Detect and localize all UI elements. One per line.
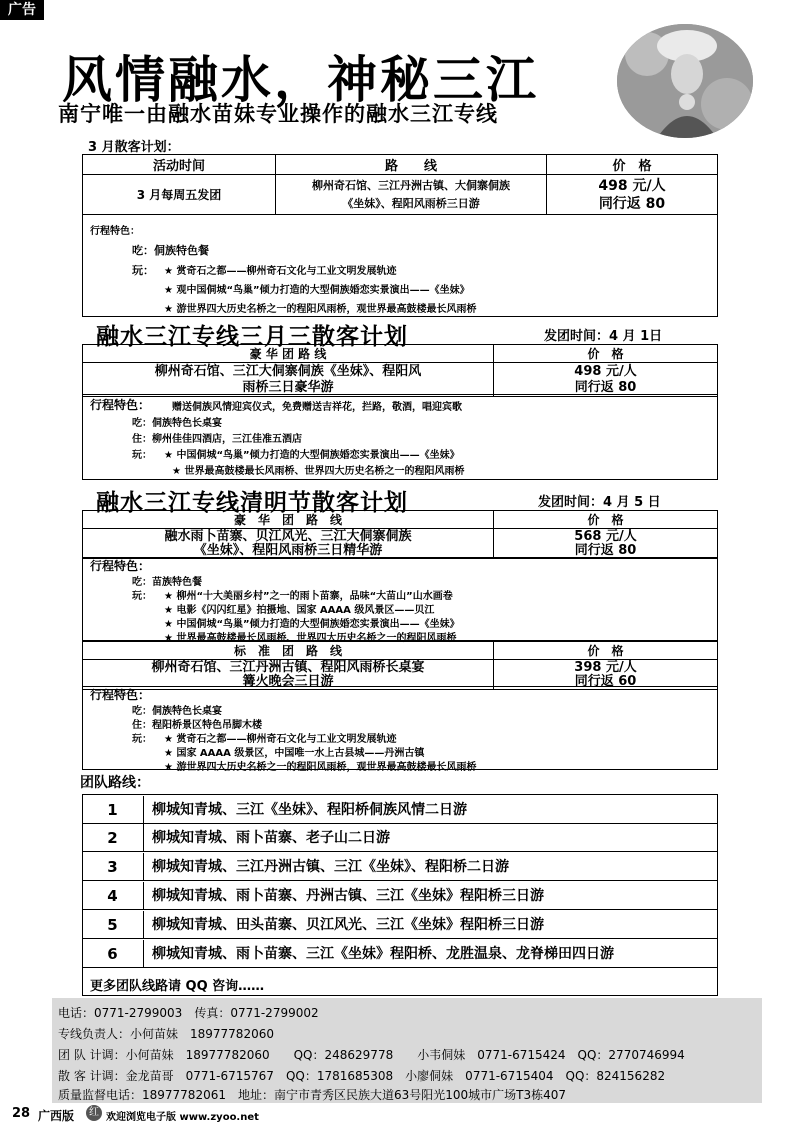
play-item: ★ 观中国侗城“鸟巢”倾力打造的大型侗族婚恋实景演出——《坐妹》 — [164, 285, 470, 296]
agent-rebate: 同行返 80 — [574, 379, 637, 395]
departure-time: 3 月每周五发团 — [83, 175, 276, 215]
features-label: 行程特色： — [90, 559, 151, 573]
play-item: ★ 游世界四大历史名桥之一的程阳风雨桥，观世界最高鼓楼最长风雨桥 — [164, 762, 477, 773]
route-number: 3 — [82, 853, 144, 881]
qingming-lux-table — [82, 510, 718, 559]
route-number: 4 — [82, 882, 144, 910]
qingming-std-table — [82, 641, 718, 690]
header-time: 活动时间 — [83, 155, 276, 175]
team-route-row — [82, 824, 718, 852]
route-line: 融水雨卜苗寨、贝江风光、三江大侗寨侗族 — [164, 528, 412, 544]
route-number: 1 — [82, 796, 144, 824]
price: 398 元/人 — [574, 659, 637, 675]
route-line: 柳州奇石馆、三江丹洲古镇、大侗寨侗族 — [312, 178, 510, 192]
route-text: 柳城知青城、三江丹洲古镇、三江《坐妹》、程阳桥二日游 — [152, 859, 509, 875]
team-route-row — [82, 940, 718, 968]
logo-icon: 红 — [86, 1105, 102, 1121]
feature-intro: 赠送侗族风情迎宾仪式，免费赠送吉祥花，拦路，敬酒，唱迎宾歌 — [172, 402, 462, 413]
play-item: ★ 中国侗城“鸟巢”倾力打造的大型侗族婚恋实景演出——《坐妹》 — [164, 619, 460, 630]
header-route: 路 线 — [276, 155, 547, 175]
play-item: ★ 柳州“十大美丽乡村”之一的雨卜苗寨，品味“大苗山”山水画卷 — [164, 591, 453, 602]
route-text: 柳城知青城、三江《坐妹》、程阳桥侗族风情二日游 — [152, 802, 467, 818]
team-label: 团队路线： — [80, 775, 150, 791]
play-label: 玩： — [132, 264, 154, 277]
play-label: 玩： — [132, 734, 152, 745]
agent-rebate: 同行返 80 — [574, 542, 637, 558]
play-item: ★ 世界最高鼓楼最长风雨桥、世界四大历史名桥之一的程阳风雨桥 — [164, 633, 457, 644]
agent-rebate: 同行返 80 — [598, 195, 666, 212]
play-item: ★ 游世界四大历史名桥之一的程阳风雨桥，观世界最高鼓楼最长风雨桥 — [164, 304, 477, 315]
price: 568 元/人 — [574, 528, 637, 544]
route-number: 2 — [82, 824, 144, 852]
website-link[interactable]: 欢迎浏览电子版 www.zyoo.net — [106, 1112, 259, 1123]
header-price: 价 格 — [494, 642, 718, 660]
route-line: 《坐妹》、程阳风雨桥三日精华游 — [193, 542, 383, 558]
play-label: 玩： — [132, 450, 152, 461]
edition-label: 广西版 — [38, 1109, 75, 1123]
eat-line: 吃：侗族特色长桌宴 — [132, 706, 222, 717]
route-text: 柳城知青城、雨卜苗寨、三江《坐妹》程阳桥、龙胜温泉、龙脊梯田四日游 — [152, 946, 614, 962]
eat-line: 吃：苗族特色餐 — [132, 577, 202, 588]
team-route-row — [82, 882, 718, 910]
price: 498 元/人 — [574, 363, 637, 379]
price: 498 元/人 — [598, 177, 666, 194]
header-price: 价 格 — [547, 155, 718, 175]
route-text: 柳城知青城、田头苗寨、贝江风光、三江《坐妹》程阳桥三日游 — [152, 917, 544, 933]
sanyuesan-title: 融水三江专线三月三散客计划 — [96, 324, 408, 350]
features-label: 行程特色： — [90, 688, 151, 702]
contact-line: 质量监督电话：18977782061 地址：南宁市青秀区民族大道63号阳光100城市广场T3栋407 — [58, 1088, 567, 1102]
subtitle: 南宁唯一由融水苗妹专业操作的融水三江专线 — [58, 102, 498, 126]
play-item: ★ 电影《闪闪红星》拍摄地、国家 AAAA 级风景区——贝江 — [164, 605, 435, 616]
play-label: 玩： — [132, 591, 152, 602]
page-number: 28 — [12, 1106, 31, 1121]
route-line: 篝火晚会三日游 — [242, 673, 334, 689]
eat-line: 吃：侗族特色长桌宴 — [132, 418, 222, 429]
team-route-row — [82, 911, 718, 939]
features-label: 行程特色： — [90, 398, 151, 412]
play-item: ★ 国家 AAAA 级景区，中国唯一水上古县城——丹洲古镇 — [164, 748, 425, 759]
header-price: 价 格 — [494, 345, 718, 363]
contact-panel — [52, 998, 762, 1103]
stay-line: 住：程阳桥景区特色吊脚木楼 — [132, 720, 262, 731]
play-item: ★ 赏奇石之都——柳州奇石文化与工业文明发展轨迹 — [164, 734, 397, 745]
team-route-row — [82, 796, 718, 824]
play-item: ★ 世界最高鼓楼最长风雨桥、世界四大历史名桥之一的程阳风雨桥 — [172, 466, 465, 477]
route-line: 雨桥三日豪华游 — [242, 379, 334, 395]
team-more-info: 更多团队线路请 QQ 咨询…… — [90, 979, 265, 994]
features-label: 行程特色： — [90, 226, 140, 237]
route-text: 柳城知青城、雨卜苗寨、老子山二日游 — [152, 830, 390, 846]
qingming-title: 融水三江专线清明节散客计划 — [96, 490, 408, 516]
contact-line: 团 队 计调：小何苗妹 18977782060 QQ：248629778 小韦侗妹 0771-6715424 QQ：2770746994 — [58, 1048, 685, 1062]
stay-line: 住：柳州佳佳四酒店，三江佳准五酒店 — [132, 434, 302, 445]
header-price: 价 格 — [494, 511, 718, 529]
route-number: 6 — [82, 940, 144, 968]
qingming-depart: 发团时间：4 月 5 日 — [538, 495, 661, 510]
route-text: 柳城知青城、雨卜苗寨、丹洲古镇、三江《坐妹》程阳桥三日游 — [152, 888, 544, 904]
main-title: 风情融水，神秘三江 — [62, 51, 539, 109]
march-plan-label: 3 月散客计划： — [88, 140, 180, 155]
contact-line: 电话：0771-2799003 传真：0771-2799002 — [58, 1006, 319, 1020]
march-plan-table — [82, 154, 718, 215]
footer — [0, 1103, 800, 1124]
eat-line: 吃：侗族特色餐 — [132, 244, 209, 257]
header-route: 豪 华 团 路 线 — [83, 345, 494, 363]
play-item: ★ 赏奇石之都——柳州奇石文化与工业文明发展轨迹 — [164, 266, 397, 277]
route-line: 《坐妹》、程阳风雨桥三日游 — [342, 196, 480, 210]
ad-tag: 广告 — [0, 0, 44, 20]
route-number: 5 — [82, 911, 144, 939]
route-line: 柳州奇石馆、三江丹洲古镇、程阳风雨桥长桌宴 — [151, 659, 425, 675]
agent-rebate: 同行返 60 — [574, 673, 637, 689]
team-route-row — [82, 853, 718, 881]
contact-line: 散 客 计调：金龙苗哥 0771-6715767 QQ：1781685308 小廖侗妹 0771-6715404 QQ：824156282 — [58, 1069, 666, 1083]
header-route: 豪 华 团 路 线 — [83, 511, 494, 529]
sanyuesan-table — [82, 344, 718, 397]
header-route: 标 准 团 路 线 — [83, 642, 494, 660]
contact-line: 专线负责人：小何苗妹 18977782060 — [58, 1027, 274, 1041]
play-item: ★ 中国侗城“鸟巢”倾力打造的大型侗族婚恋实景演出——《坐妹》 — [164, 450, 460, 461]
miao-girl-photo — [617, 24, 753, 138]
route-line: 柳州奇石馆、三江大侗寨侗族《坐妹》、程阳风 — [154, 363, 422, 379]
sanyuesan-depart: 发团时间：4 月 1日 — [544, 329, 663, 344]
